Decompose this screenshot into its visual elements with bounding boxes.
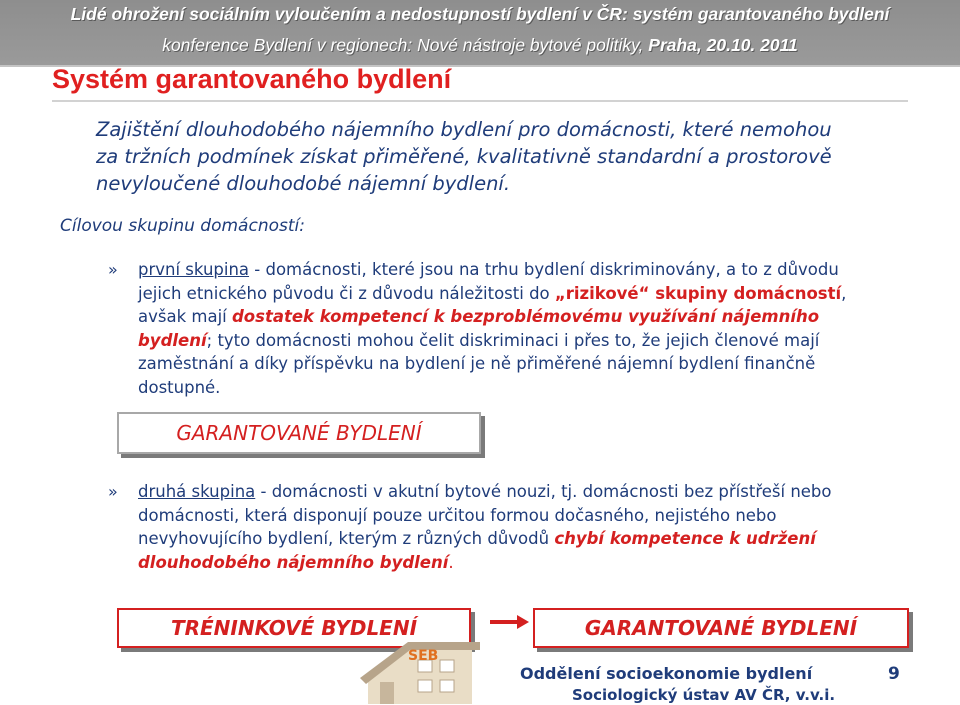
group2-end: . (448, 552, 454, 572)
header-bar (0, 0, 960, 67)
presentation-title: Lidé ohrožení sociálním vyloučením a nedostupností bydlení v ČR: systém garantovaného bydlení (70, 4, 890, 24)
group1-label: první skupina (138, 260, 250, 279)
training-housing-box: TRÉNINKOVÉ BYDLENÍ (117, 608, 471, 648)
conference-name: konference Bydlení v regionech: Nové nástroje bytové politiky, (162, 35, 649, 55)
footer-institute: Sociologický ústav AV ČR, v.v.i. (572, 686, 836, 704)
group1-text-a: - domácnosti, které jsou na trhu bydlení diskriminovány, a to z důvodu jejich etnického původu či z důvodu náležitosti do (138, 260, 839, 303)
guaranteed-housing-box-2: GARANTOVANÉ BYDLENÍ (533, 608, 909, 648)
bullet-marker-1: » (108, 260, 118, 279)
group1-text-b: , avšak mají (138, 283, 847, 326)
conference-subtitle (0, 35, 960, 56)
definition-text: Zajištění dlouhodobého nájemního bydlení pro domácnosti, které nemohou za tržních podmínek získat přiměřené, kvalitativně standardní a prostorově nevyloučené dlouhodobé nájemní bydlení. (96, 118, 832, 195)
footer-department: Oddělení socioekonomie bydlení (520, 664, 813, 683)
page-number: 9 (888, 664, 900, 684)
group2-label: druhá skupina (138, 482, 256, 501)
group1-paragraph (138, 258, 878, 399)
guaranteed-housing-box: GARANTOVANÉ BYDLENÍ (117, 412, 481, 454)
group2-paragraph (138, 480, 848, 574)
arrow-right-icon (490, 612, 530, 632)
title-divider (52, 100, 908, 102)
group1-competence: dostatek kompetencí k bezproblémovému využívání nájemního bydlení (138, 307, 820, 350)
seb-house-logo (360, 638, 510, 705)
slide-title: Systém garantovaného bydlení (52, 64, 452, 94)
target-groups-heading: Cílovou skupinu domácností: (60, 216, 305, 236)
group1-text-c: ; tyto domácnosti mohou čelit diskriminaci i přes to, že jejich členové mají zaměstnání a díky příspěvku na bydlení je ně přiměřené nájemní bydlení finančně dostupné. (138, 330, 820, 397)
group2-missing-competence: chybí kompetence k udržení dlouhodobého nájemního bydlení (138, 529, 816, 572)
logo-text: SEB (408, 648, 439, 664)
group2-text-a: - domácnosti v akutní bytové nouzi, tj. domácnosti bez přístřeší nebo domácnosti, která disponují pouze určitou formou dočasného, nejistého nebo nevyhovujícího bydlení, kterým z různých důvodů (138, 482, 832, 548)
group1-risk-groups: „rizikové“ skupiny domácností (554, 283, 842, 303)
conference-date: Praha, 20.10. 2011 (648, 35, 798, 55)
bullet-marker-2: » (108, 482, 118, 501)
